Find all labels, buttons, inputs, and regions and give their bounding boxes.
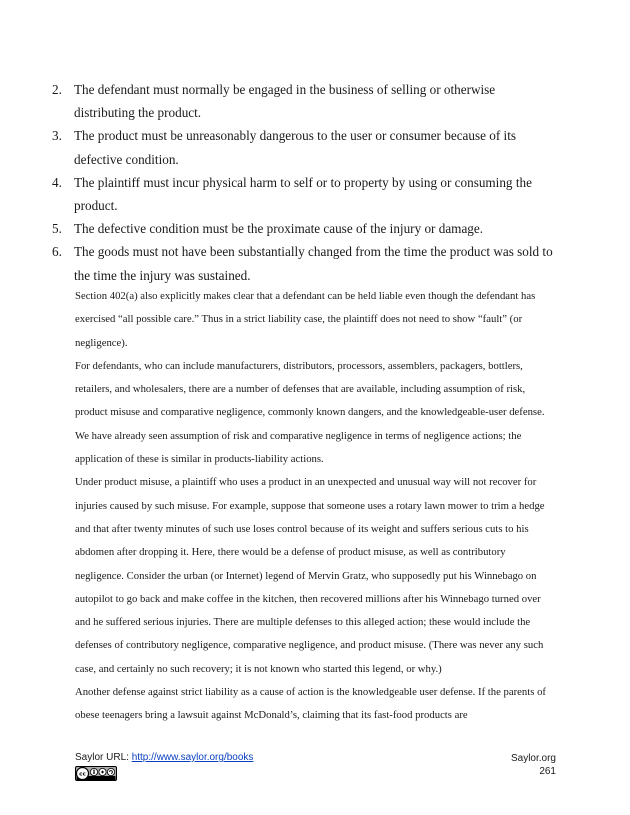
list-item [52,78,557,124]
saylor-books-link[interactable]: http://www.saylor.org/books [131,752,254,763]
footer-source [75,752,253,763]
footer-url-label: Saylor URL: [75,752,132,763]
list-number: 3. [52,128,62,144]
svg-text:cc: cc [79,771,86,778]
strict-liability-requirements-list [52,78,557,287]
list-number: 6. [52,244,62,260]
paragraph-defenses: For defendants, who can include manufacturers, distributors, processors, assemblers, packagers, bottlers, retailers, and wholesalers, there are a number of defenses that are available, including assumption of risk, product misuse and comparative negligence, commonly known dangers, and the knowledgeable-user defense. We have already seen assumption of risk and comparative negligence in terms of negligence actions; the application of these is similar in products-liability actions. [75,359,545,466]
footer-page-info [511,752,556,778]
list-text: The defendant must normally be engaged in the business of selling or otherwise distributing the product. [74,82,496,121]
cc-license-badge-icon [75,766,117,781]
list-number: 2. [52,82,62,97]
list-text: The goods must not have been substantially changed from the time the product was sold to the time the injury was sustained. [74,244,553,283]
list-text: The defective condition must be the proximate cause of the injury or damage. [74,221,484,237]
list-item [52,217,557,240]
list-item [52,240,557,286]
body-text [75,285,557,728]
list-item [52,124,557,170]
list-text: The product must be unreasonably dangerous to the user or consumer because of its defective condition. [74,128,517,167]
footer-site: Saylor.org [510,753,556,764]
page-number: 261 [539,766,556,777]
list-item [52,171,557,217]
paragraph-product-misuse: Under product misuse, a plaintiff who uses a product in an unexpected and unusual way will not recover for injuries caused by such misuse. For example, suppose that someone uses a rotary lawn mower to trim a hedge and that after twenty minutes of such use loses control because of its weight and suffers serious cuts to his abdomen after dropping it. Here, there would be a defense of product misuse, as well as contributory negligence. Consider the urban (or Internet) legend of Mervin Gratz, who supposedly put his Winnebago on autopilot to go back and make coffee in the kitchen, then recovered millions after his Winnebago turned over and he suffered serious injuries. There are multiple defenses to this alleged action; these would include the defenses of contributory negligence, comparative negligence, and product misuse. (There was never any such case, and certainly no such recovery; it is not known who started this legend, or why.) [75,476,545,675]
list-text: The plaintiff must incur physical harm to self or to property by using or consuming the product. [74,174,532,214]
list-number: 4. [52,174,62,190]
paragraph-knowledgeable-user: Another defense against strict liability as a cause of action is the knowledgeable user defense. If the parents of obese teenagers bring a lawsuit against McDonald’s, claiming that its fast-food products are [75,686,546,722]
paragraph-section-402a: Section 402(a) also explicitly makes clear that a defendant can be held liable even though the defendant has exercised “all possible care.” Thus in a strict liability case, the plaintiff does not need to show “fault” (or negligence). [75,290,536,349]
list-number: 5. [52,221,62,237]
